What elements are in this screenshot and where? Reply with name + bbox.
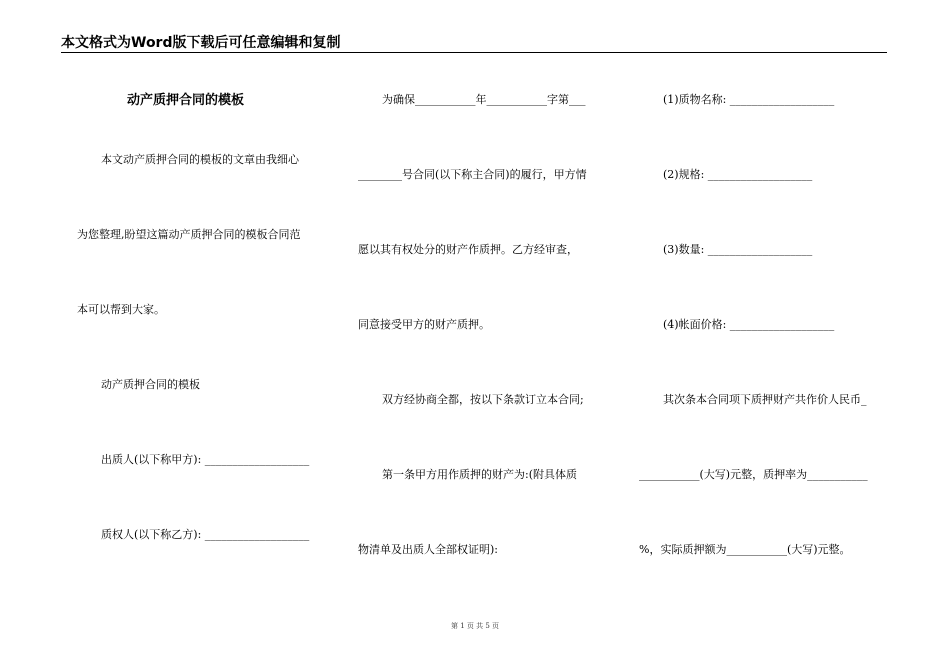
item-book-value-line: (4)帐面价格: ___________________ bbox=[663, 318, 835, 331]
pledgee-line: 质权人(以下称乙方): ___________________ bbox=[101, 528, 310, 541]
paragraph-line: 为确保___________年___________字第___ bbox=[382, 93, 586, 106]
article-one-line: 第一条甲方用作质押的财产为:(附具体质 bbox=[382, 468, 577, 481]
article-two-line: 其次条本合同项下质押财产共作价人民币_ bbox=[663, 393, 867, 406]
pledgor-line: 出质人(以下称甲方): ___________________ bbox=[101, 453, 310, 466]
paragraph-line: 同意接受甲方的财产质押。 bbox=[358, 318, 490, 331]
paragraph-line: 物清单及出质人全部权证明): bbox=[358, 543, 498, 556]
paragraph-line: ________号合同(以下称主合同)的履行，甲方情 bbox=[358, 168, 587, 181]
paragraph-line: ___________(大写)元整，质押率为___________ bbox=[639, 468, 868, 481]
paragraph-line: %，实际质押额为___________(大写)元整。 bbox=[639, 543, 851, 556]
item-name-line: (1)质物名称: ___________________ bbox=[663, 93, 835, 106]
document-header: 本文格式为Word版下载后可任意编辑和复制 bbox=[61, 35, 341, 51]
section-heading: 动产质押合同的模板 bbox=[101, 378, 200, 391]
paragraph-line: 本文动产质押合同的模板的文章由我细心 bbox=[101, 153, 299, 166]
paragraph-line: 愿以其有权处分的财产作质押。乙方经审查， bbox=[358, 243, 578, 256]
paragraph-line: 双方经协商全都，按以下条款订立本合同; bbox=[382, 393, 584, 406]
document-title: 动产质押合同的模板 bbox=[127, 93, 245, 108]
paragraph-line: 本可以帮到大家。 bbox=[77, 303, 165, 316]
paragraph-line: 为您整理,盼望这篇动产质押合同的模板合同范 bbox=[77, 228, 301, 241]
page-number: 第 1 页 共 5 页 bbox=[450, 622, 500, 630]
item-quantity-line: (3)数量: ___________________ bbox=[663, 243, 813, 256]
item-spec-line: (2)规格: ___________________ bbox=[663, 168, 813, 181]
header-rule bbox=[61, 52, 887, 53]
